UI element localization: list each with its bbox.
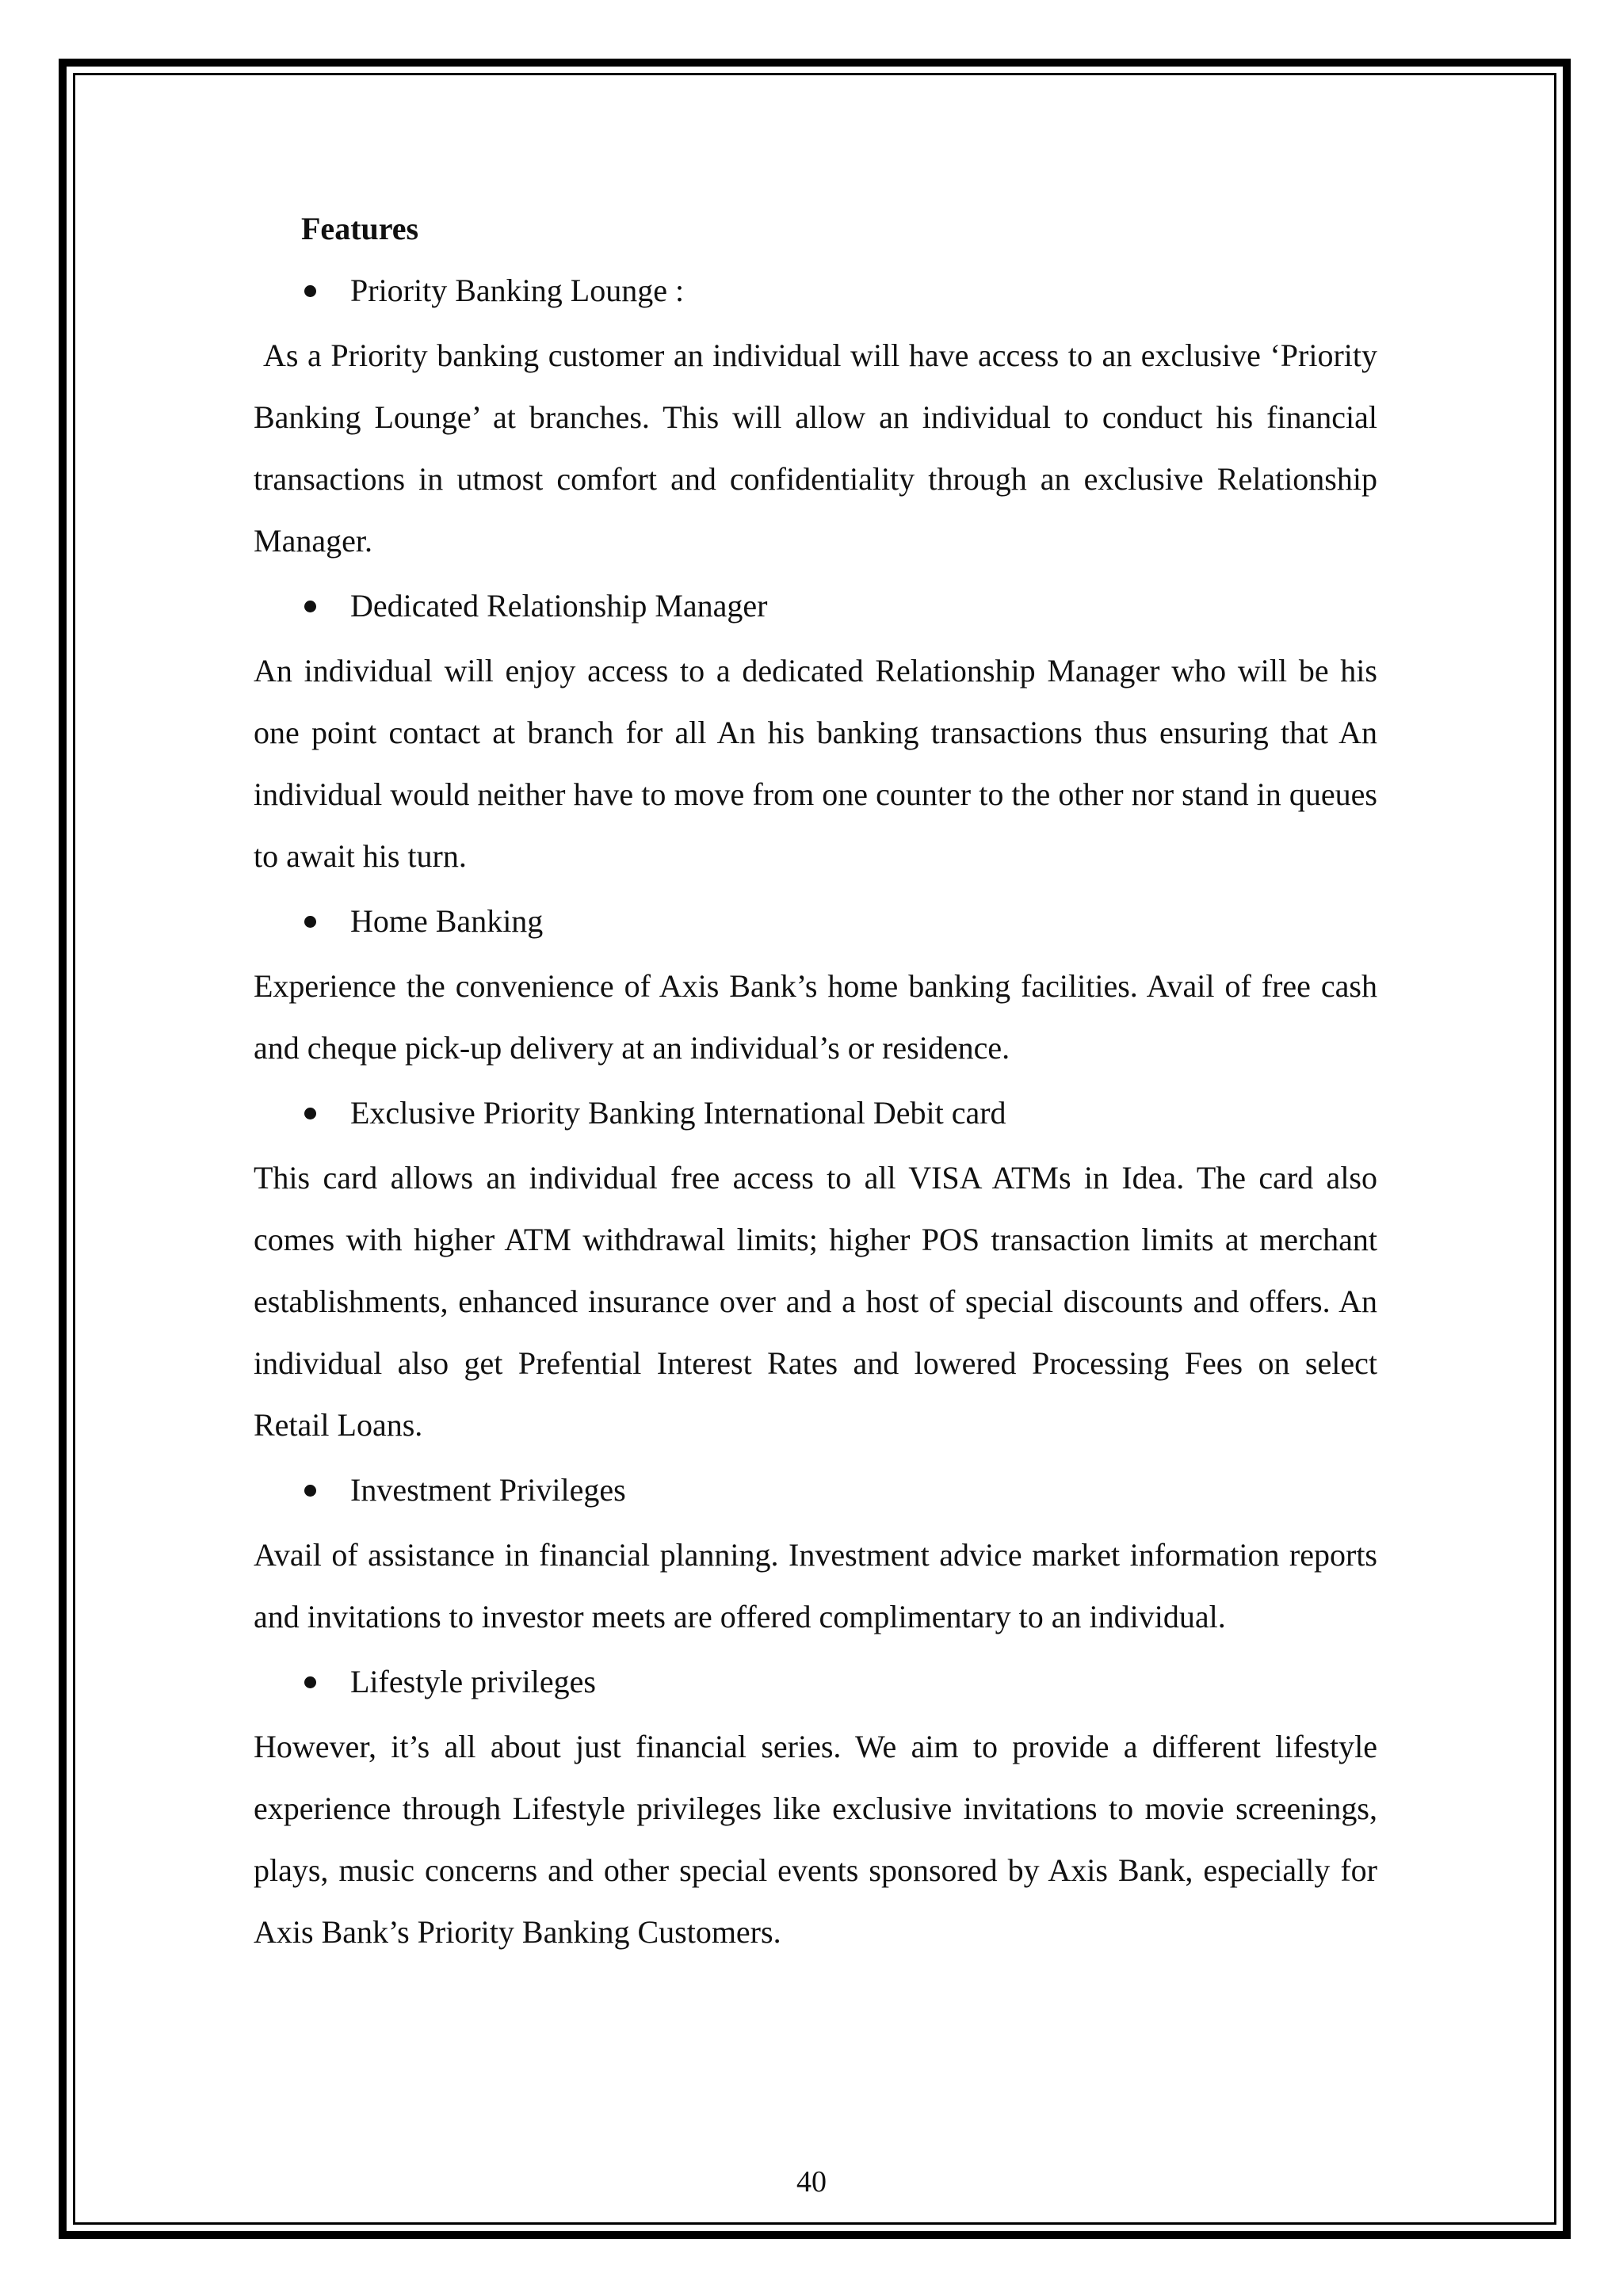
- paragraph-priority-banking-lounge: As a Priority banking customer an individual will have access to an exclusive ‘Priority Banking Lounge’ at branches. This will allow an individual to conduct his financial transactions in utmost comfort and confidentiality through an exclusive Relationship Manager.: [254, 338, 1377, 559]
- bullet-label: Investment Privileges: [350, 1472, 626, 1508]
- bullet-label: Lifestyle privileges: [350, 1664, 596, 1699]
- bullet-icon: [304, 1676, 316, 1688]
- bullet-label: Dedicated Relationship Manager: [350, 588, 768, 624]
- bullet-item-lifestyle-privileges: [254, 1651, 1377, 1716]
- bullet-icon: [304, 1485, 316, 1497]
- paragraph-dedicated-relationship-manager: An individual will enjoy access to a dedicated Relationship Manager who will be his one point contact at branch for all An his banking transactions thus ensuring that An individual would neither have to move from one counter to the other nor stand in queues to await his turn.: [254, 653, 1377, 874]
- bullet-label: Home Banking: [350, 903, 544, 939]
- bullet-item-debit-card: [254, 1082, 1377, 1147]
- bullet-item-dedicated-relationship-manager: [254, 575, 1377, 640]
- paragraph-investment-privileges: Avail of assistance in financial planning. Investment advice market information reports and invitations to investor meets are offered complimentary to an individual.: [254, 1537, 1377, 1634]
- page-number: 40: [796, 2165, 827, 2199]
- paragraph-debit-card: This card allows an individual free access to all VISA ATMs in Idea. The card also comes with higher ATM withdrawal limits; higher POS transaction limits at merchant establishments, enhanced insurance over and a host of special discounts and offers. An individual also get Prefential Interest Rates and lowered Processing Fees on select Retail Loans.: [254, 1160, 1377, 1443]
- bullet-icon: [304, 285, 316, 297]
- section-heading: Features: [301, 211, 419, 246]
- bullet-icon: [304, 1108, 316, 1119]
- bullet-item-priority-banking-lounge: [254, 260, 1377, 325]
- document-body: [254, 198, 1377, 1966]
- bullet-icon: [304, 601, 316, 612]
- bullet-icon: [304, 916, 316, 928]
- bullet-label: Exclusive Priority Banking International Debit card: [350, 1095, 1006, 1131]
- paragraph-lifestyle-privileges: However, it’s all about just financial series. We aim to provide a different lifestyle experience through Lifestyle privileges like exclusive invitations to movie screenings, plays, music concerns and other special events sponsored by Axis Bank, especially for Axis Bank’s Priority Banking Customers.: [254, 1729, 1377, 1950]
- bullet-label: Priority Banking Lounge :: [350, 273, 685, 308]
- bullet-item-home-banking: [254, 891, 1377, 955]
- paragraph-home-banking: Experience the convenience of Axis Bank’s home banking facilities. Avail of free cash and cheque pick-up delivery at an individual’s or residence.: [254, 968, 1377, 1066]
- bullet-item-investment-privileges: [254, 1459, 1377, 1524]
